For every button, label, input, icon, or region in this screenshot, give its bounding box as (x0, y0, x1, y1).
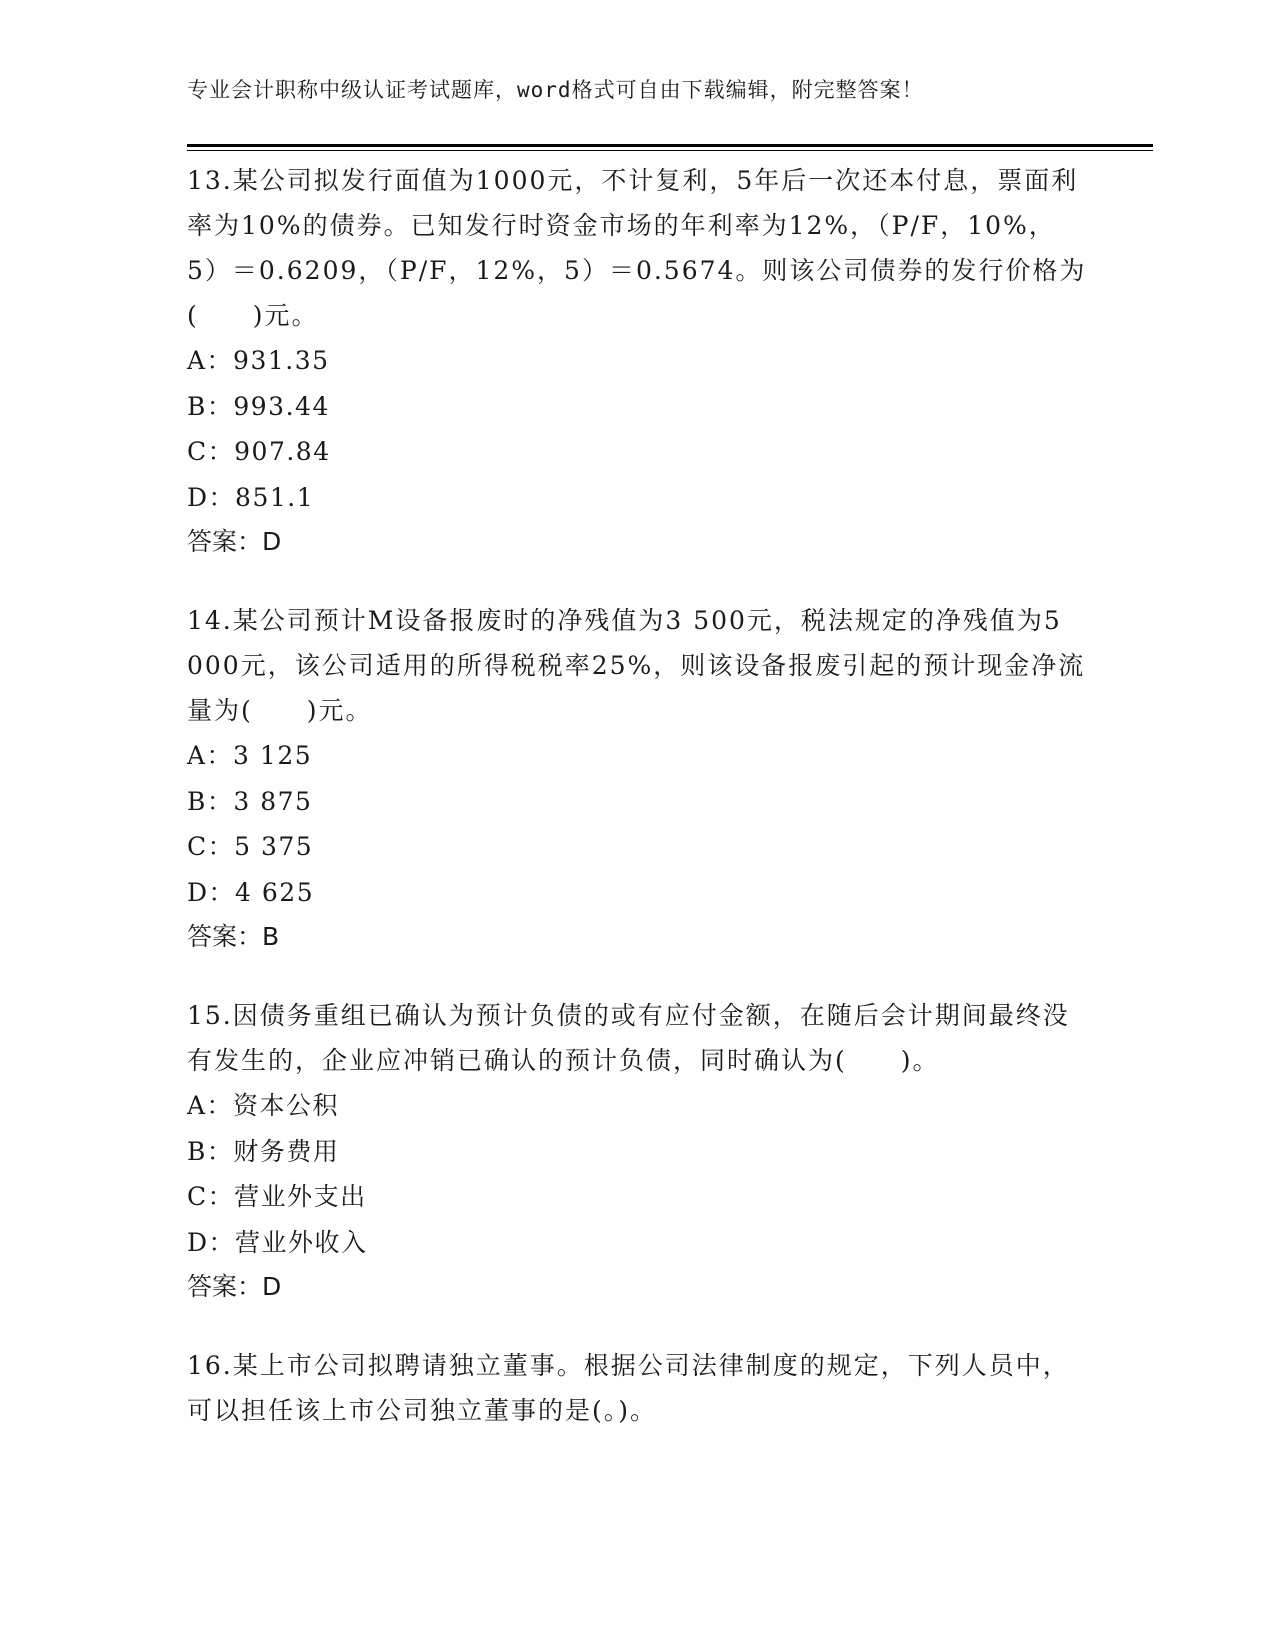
option-c: C：营业外支出 (187, 1182, 367, 1211)
option-d: D：851.1 (187, 482, 315, 512)
option-b: B：财务费用 (187, 1136, 340, 1166)
answer: 答案：D (187, 527, 282, 556)
question-16 (187, 1343, 1087, 1433)
option-c: C：5 375 (187, 832, 314, 861)
option-a: A：931.35 (187, 346, 330, 375)
question-stem: 14.某公司预计M设备报废时的净残值为3 500元，税法规定的净残值为5 000元，该公司适用的所得税税率25%，则该设备报废引起的预计现金净流量为( )元。 (187, 606, 1086, 725)
question-15 (187, 993, 1087, 1309)
question-stem: 16.某上市公司拟聘请独立董事。根据公司法律制度的规定，下列人员中，可以担任该上市公司独立董事的是(。)。 (187, 1351, 1070, 1425)
question-stem: 13.某公司拟发行面值为1000元，不计复利，5年后一次还本付息，票面利率为10%的债券。已知发行时资金市场的年利率为12%，（P/F，10%，5）＝0.6209，（P/F，12%，5）＝0.5674。则该公司债券的发行价格为( )元。 (187, 166, 1087, 330)
option-c: C：907.84 (187, 437, 331, 466)
question-list (187, 158, 1087, 1467)
page-header: 专业会计职称中级认证考试题库，word格式可自由下载编辑，附完整答案！ (187, 78, 924, 102)
header-rule-thick (187, 144, 1153, 147)
option-d: D：4 625 (187, 877, 315, 907)
answer: 答案：B (187, 922, 280, 951)
option-a: A：资本公积 (187, 1091, 340, 1120)
option-b: B：993.44 (187, 391, 330, 421)
answer: 答案：D (187, 1272, 282, 1301)
question-14 (187, 598, 1087, 959)
option-a: A：3 125 (187, 741, 313, 770)
question-13 (187, 158, 1087, 564)
header-rule-thin (187, 150, 1153, 151)
option-d: D：营业外收入 (187, 1227, 368, 1257)
option-b: B：3 875 (187, 786, 313, 816)
question-stem: 15.因债务重组已确认为预计负债的或有应付金额，在随后会计期间最终没有发生的，企业应冲销已确认的预计负债，同时确认为( )。 (187, 1001, 1070, 1075)
